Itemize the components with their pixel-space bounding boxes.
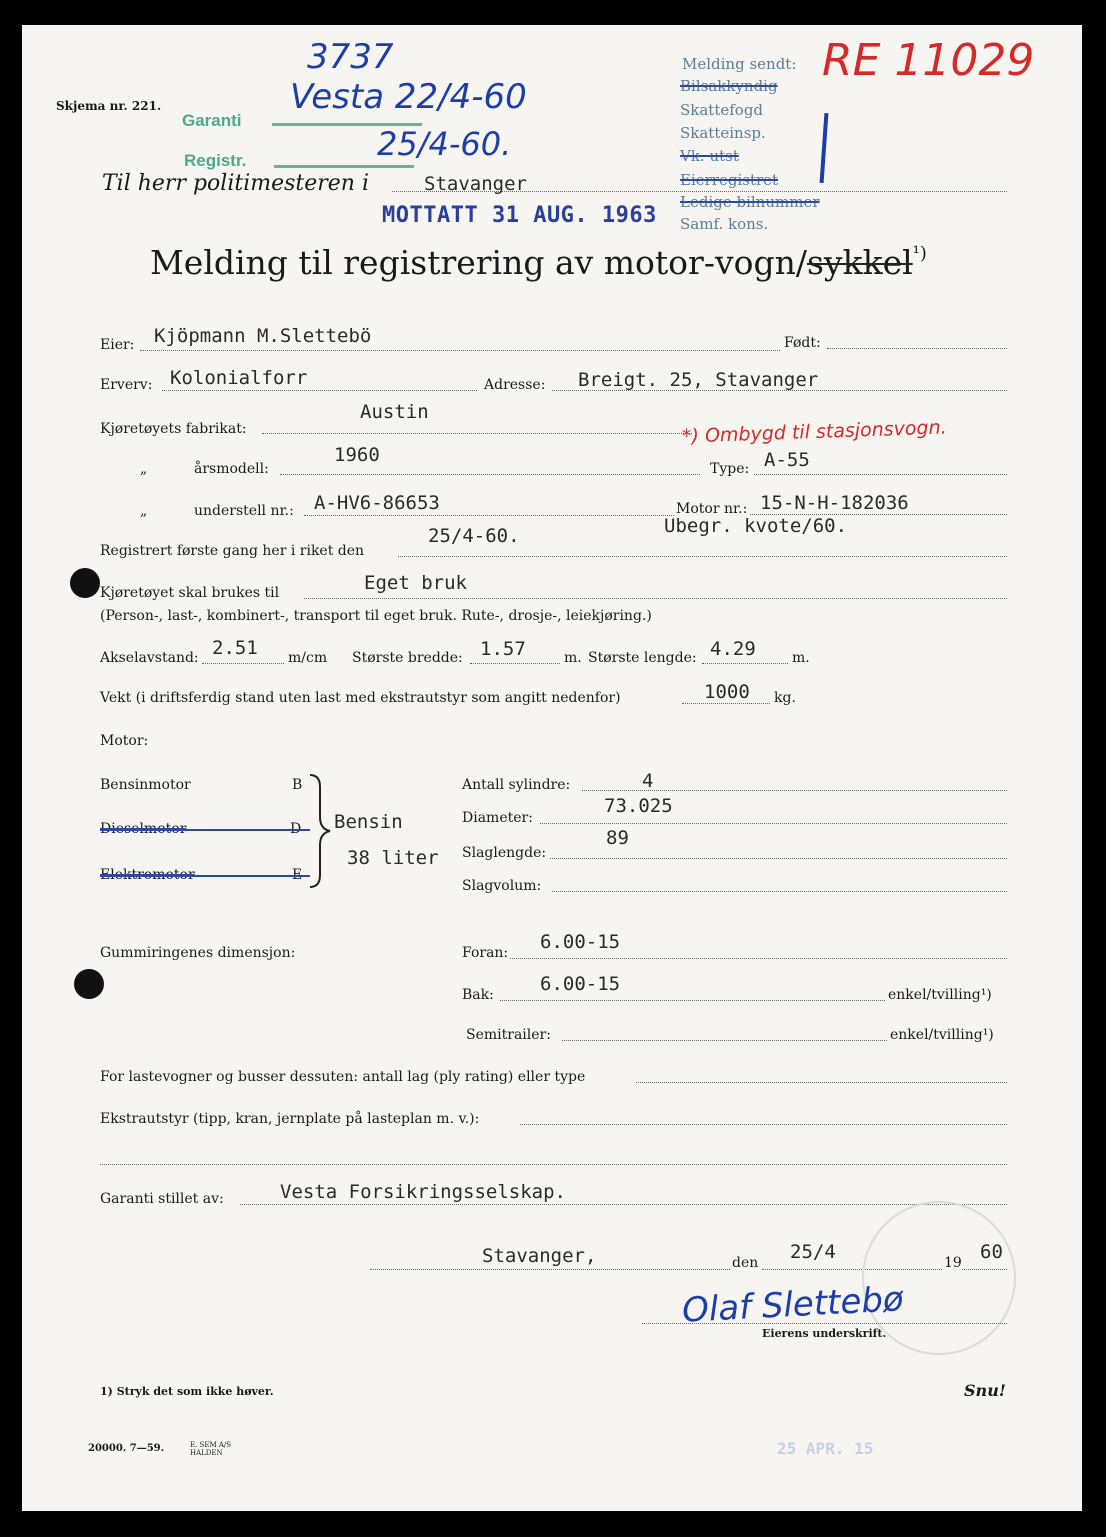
gummi-label: Gummiringenes dimensjon:	[100, 945, 296, 961]
brukes-value: Eget bruk	[364, 572, 467, 594]
understell-value: A-HV6-86653	[314, 492, 440, 514]
akselavstand-unit: m/cm	[288, 650, 328, 666]
signature-label: Eierens underskrift.	[762, 1327, 887, 1340]
lengde-label: Største lengde:	[588, 650, 697, 666]
ekstra-dots-2	[100, 1164, 1007, 1165]
signature-dots	[642, 1323, 1007, 1324]
bensinmotor-code: B	[292, 777, 303, 793]
diameter-label: Diameter:	[462, 810, 533, 826]
arsmodell-label: årsmodell:	[194, 461, 269, 477]
elektromotor-label: Elektromotor	[100, 867, 195, 883]
bak-suffix: enkel/tvilling¹)	[888, 987, 992, 1003]
bredde-value: 1.57	[480, 638, 526, 660]
erverv-label: Erverv:	[100, 377, 153, 393]
lengde-dots	[702, 663, 788, 664]
dieselmotor-code: D	[290, 821, 302, 837]
erverv-value: Kolonialforr	[170, 367, 308, 389]
bruk-options: (Person-, last-, kombinert-, transport til eget bruk. Rute-, drosje-, leiekjøring.)	[100, 608, 652, 624]
adresse-label: Adresse:	[484, 377, 546, 393]
brukes-label: Kjøretøyet skal brukes til	[100, 585, 280, 601]
eier-value: Kjöpmann M.Slettebö	[154, 325, 372, 347]
lengde-unit: m.	[792, 650, 810, 666]
footnote: 1) Stryk det som ikke høver.	[100, 1385, 274, 1398]
sylindre-label: Antall sylindre:	[462, 777, 571, 793]
bredde-dots	[470, 663, 560, 664]
den-label: den	[732, 1255, 759, 1271]
laste-dots	[636, 1082, 1007, 1083]
printer-name: E. SEM A/S HALDEN	[190, 1441, 232, 1457]
ekstra-dots	[520, 1124, 1007, 1125]
arsmodell-value: 1960	[334, 444, 380, 466]
sendt-item: Skatteinsp.	[680, 124, 766, 142]
arsmodell-dots	[280, 474, 700, 475]
slagvolum-label: Slagvolum:	[462, 878, 542, 894]
vekt-value: 1000	[704, 681, 750, 703]
punch-hole	[74, 969, 104, 999]
ditto-mark: „	[140, 461, 148, 477]
year-prefix: 19	[944, 1255, 962, 1271]
vekt-label: Vekt (i driftsferdig stand uten last med ekstrautstyr som angitt nedenfor)	[100, 690, 621, 706]
fabrikat-value: Austin	[360, 401, 429, 423]
form-title: Melding til registrering av motor-vogn/sykkel$^{^1)}$	[150, 243, 927, 282]
lengde-value: 4.29	[710, 638, 756, 660]
foran-dots	[510, 958, 1007, 959]
vekt-unit: kg.	[774, 690, 796, 706]
owner-signature: Olaf Slettebø	[681, 1279, 905, 1331]
kvote-value: Ubegr. kvote/60.	[664, 515, 848, 537]
type-label: Type:	[710, 461, 750, 477]
motor-brace	[308, 773, 332, 889]
date-value: 25/4	[790, 1241, 836, 1263]
slaglengde-label: Slaglengde:	[462, 845, 547, 861]
registrert-label: Registrert første gang her i riket den	[100, 543, 365, 559]
semitrailer-suffix: enkel/tvilling¹)	[890, 1027, 994, 1043]
garanti-stillet-dots	[240, 1204, 1007, 1205]
addressee-city: Stavanger	[424, 173, 527, 195]
bensinmotor-label: Bensinmotor	[100, 777, 191, 793]
type-dots	[754, 474, 1007, 475]
place-value: Stavanger,	[482, 1245, 597, 1267]
bredde-unit: m.	[564, 650, 582, 666]
form-page	[22, 25, 1082, 1511]
registr-stamp-label: Registr.	[184, 151, 247, 170]
sendt-item: Ledige bilnummer	[680, 193, 820, 211]
fodt-dots	[827, 348, 1007, 349]
foran-value: 6.00-15	[540, 931, 621, 953]
bottom-date-stamp: 25 APR. 15	[777, 1439, 874, 1458]
elektromotor-code: E	[292, 867, 303, 883]
laste-label: For lastevogner og busser dessuten: antall lag (ply rating) eller type	[100, 1069, 586, 1085]
understell-dots	[304, 515, 674, 516]
understell-label: understell nr.:	[194, 503, 294, 519]
ombygd-note: *) Ombygd til stasjonsvogn.	[681, 416, 947, 448]
fabrikat-dots	[262, 433, 692, 434]
motor-nr-label: Motor nr.:	[676, 501, 748, 517]
place-dots	[370, 1269, 730, 1270]
eier-dots	[140, 350, 780, 351]
bredde-label: Største bredde:	[352, 650, 463, 666]
addressee-line: Til herr politimesteren i	[102, 171, 369, 196]
type-value: A-55	[764, 449, 810, 471]
slaglengde-value: 89	[606, 827, 629, 849]
year-value: 60	[980, 1241, 1003, 1263]
adresse-value: Breigt. 25, Stavanger	[578, 369, 819, 391]
semitrailer-label: Semitrailer:	[466, 1027, 551, 1043]
diesel-strike-line	[100, 829, 310, 831]
sendt-item: Bilsakkyndig	[680, 77, 778, 95]
received-stamp: MOTTATT 31 AUG. 1963	[382, 203, 657, 228]
sendt-item: Skattefogd	[680, 101, 764, 119]
sendt-item: Eierregistret	[680, 171, 779, 189]
handwritten-file-number: 3737	[307, 37, 394, 77]
elektro-strike-line	[100, 875, 310, 877]
punch-hole	[70, 568, 100, 598]
slagvolum-dots	[552, 891, 1007, 892]
red-reference-number: RE 11029	[822, 35, 1035, 86]
sendt-item: Vk. utst	[680, 147, 739, 165]
fuel-value: Bensin	[334, 811, 403, 833]
diameter-value: 73.025	[604, 795, 673, 817]
foran-label: Foran:	[462, 945, 509, 961]
garanti-stillet-label: Garanti stillet av:	[100, 1191, 224, 1207]
fuel-volume-value: 38 liter	[347, 847, 439, 869]
schema-number: Skjema nr. 221.	[56, 99, 162, 113]
erverv-dots	[162, 390, 477, 391]
eier-label: Eier:	[100, 337, 135, 353]
bak-label: Bak:	[462, 987, 494, 1003]
vekt-dots	[682, 703, 770, 704]
ekstra-label: Ekstrautstyr (tipp, kran, jernplate på lasteplan m. v.):	[100, 1111, 480, 1127]
bak-dots	[500, 1000, 885, 1001]
handwritten-mark	[820, 113, 829, 183]
registrert-value: 25/4-60.	[428, 525, 520, 547]
sendt-item: Samf. kons.	[680, 215, 769, 233]
bak-value: 6.00-15	[540, 973, 621, 995]
snu-label: Snu!	[964, 1381, 1006, 1400]
garanti-stillet-value: Vesta Forsikringsselskap.	[280, 1181, 566, 1203]
ditto-mark: „	[140, 503, 148, 519]
semitrailer-dots	[562, 1040, 887, 1041]
registr-stamp-line	[274, 165, 414, 168]
dieselmotor-label: Dieselmotor	[100, 821, 187, 837]
sendt-title: Melding sendt:	[682, 55, 797, 73]
diameter-dots	[540, 823, 1007, 824]
akselavstand-value: 2.51	[212, 637, 258, 659]
akselavstand-dots	[202, 663, 284, 664]
sylindre-value: 4	[642, 770, 654, 792]
handwritten-registr-value: 25/4-60.	[377, 125, 512, 163]
garanti-stamp-label: Garanti	[182, 111, 242, 130]
akselavstand-label: Akselavstand:	[100, 650, 199, 666]
fabrikat-label: Kjøretøyets fabrikat:	[100, 421, 247, 437]
registrert-dots	[398, 556, 1007, 557]
fodt-label: Født:	[784, 335, 821, 351]
brukes-dots	[304, 598, 1007, 599]
slaglengde-dots	[550, 858, 1007, 859]
handwritten-garanti-value: Vesta 22/4-60	[290, 77, 527, 117]
motor-section-label: Motor:	[100, 733, 149, 749]
printer-code: 20000. 7—59.	[88, 1443, 165, 1454]
motor-nr-value: 15-N-H-182036	[760, 492, 909, 514]
